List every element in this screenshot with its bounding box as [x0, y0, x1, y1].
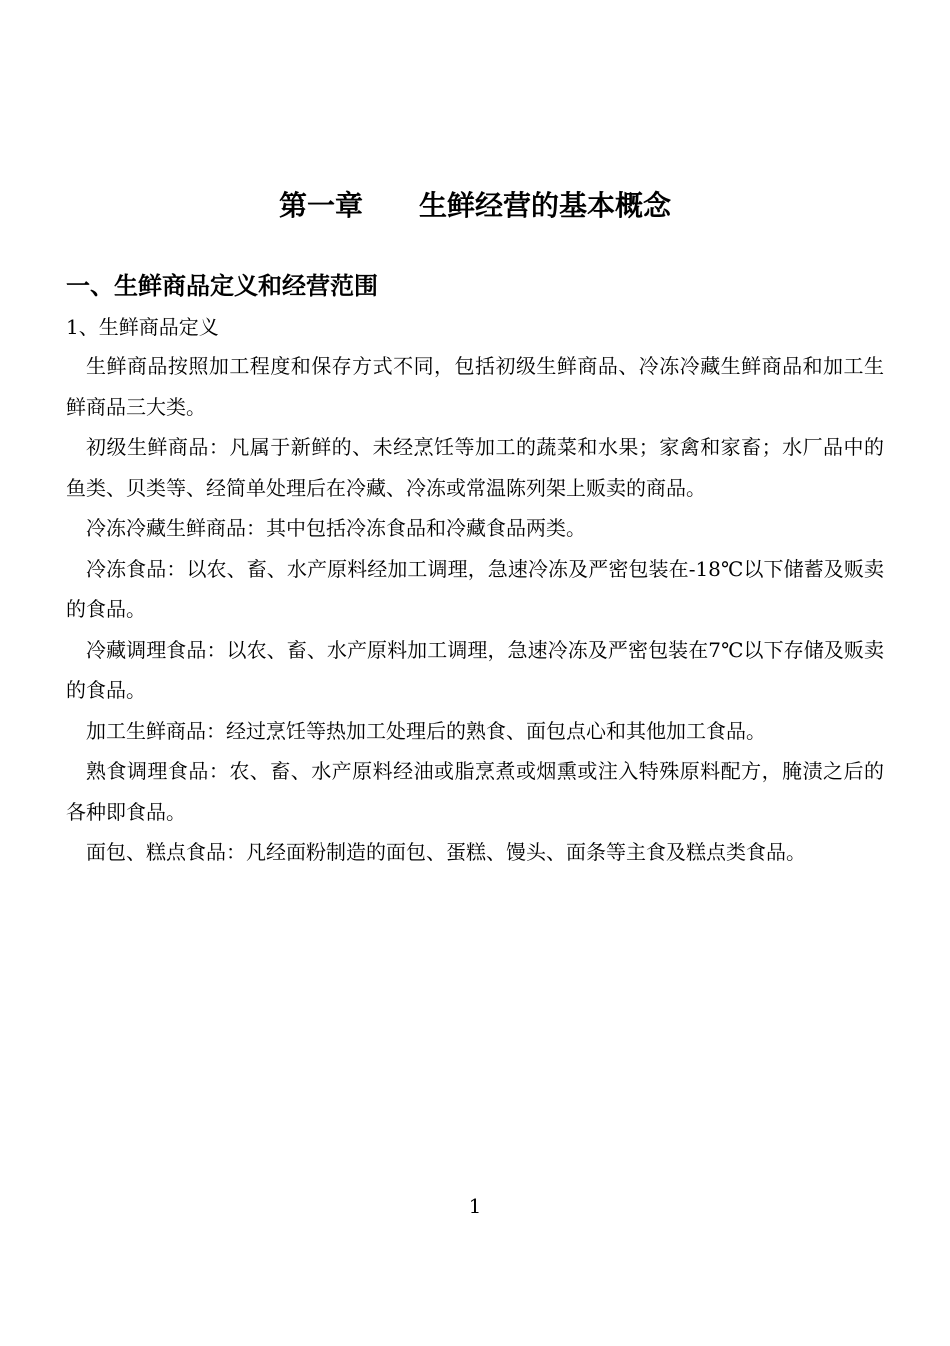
- section-heading: 一、生鲜商品定义和经营范围: [66, 272, 378, 300]
- paragraph-frozen-food: 冷冻食品：以农、畜、水产原料经加工调理，急速冷冻及严密包装在-18℃以下储蓄及贩卖的食品。: [66, 556, 884, 621]
- paragraph-frozen-chilled: 冷冻冷藏生鲜商品：其中包括冷冻食品和冷藏食品两类。: [86, 516, 586, 540]
- paragraph-chilled-food: 冷藏调理食品：以农、畜、水产原料加工调理，急速冷冻及严密包装在7℃以下存储及贩卖的食品。: [66, 637, 884, 702]
- paragraph-cooked-food: 熟食调理食品：农、畜、水产原料经油或脂烹煮或烟熏或注入特殊原料配方，腌渍之后的各种即食品。: [66, 759, 884, 824]
- body-text: [66, 346, 884, 873]
- paragraph-processed-fresh: 加工生鲜商品：经过烹饪等热加工处理后的熟食、面包点心和其他加工食品。: [86, 718, 766, 743]
- page-number: 1: [468, 1194, 482, 1218]
- paragraph-categories: 生鲜商品按照加工程度和保存方式不同，包括初级生鲜商品、冷冻冷藏生鲜商品和加工生鲜商品三大类。: [66, 354, 884, 419]
- paragraph-primary-fresh: 初级生鲜商品：凡属于新鲜的、未经烹饪等加工的蔬菜和水果；家禽和家畜；水厂品中的鱼类、贝类等、经简单处理后在冷藏、冷冻或常温陈列架上贩卖的商品。: [66, 435, 884, 500]
- sub-heading: 1、生鲜商品定义: [66, 315, 219, 339]
- chapter-title: 第一章 生鲜经营的基本概念: [278, 189, 671, 222]
- paragraph-bread-pastry: 面包、糕点食品：凡经面粉制造的面包、蛋糕、馒头、面条等主食及糕点类食品。: [86, 840, 806, 864]
